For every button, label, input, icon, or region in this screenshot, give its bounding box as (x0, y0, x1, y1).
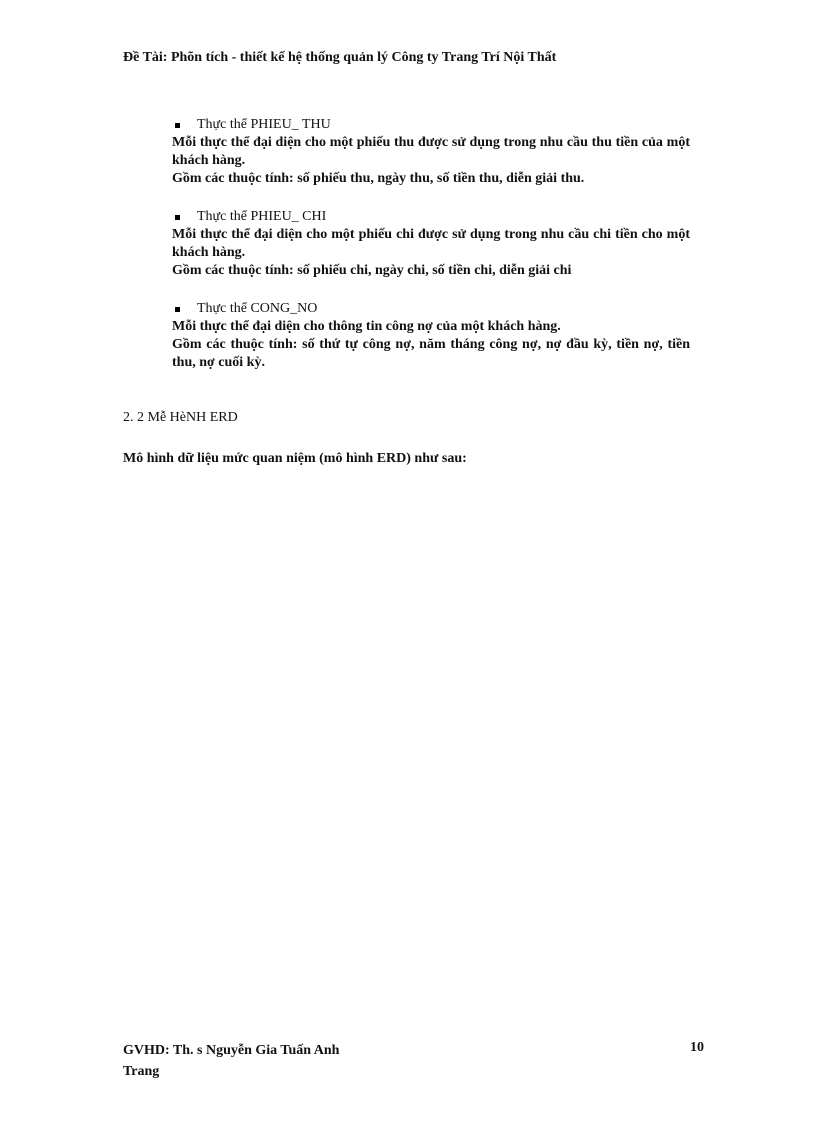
entity-title (172, 116, 690, 134)
entity-section-phieu-thu (172, 116, 690, 188)
bullet-icon (175, 215, 180, 220)
entity-attributes: Gồm các thuộc tính: số phiếu chi, ngày chi, số tiền chi, diễn giải chi (172, 263, 572, 278)
page-header-title: Đề Tài: Phõn tích - thiết kế hệ thống quản lý Công ty Trang Trí Nội Thất (123, 50, 557, 65)
entity-title (172, 300, 690, 318)
entity-title-text: Thực thể PHIEU_ THU (197, 117, 331, 132)
footer-left (123, 1040, 339, 1082)
entity-section-cong-no (172, 300, 690, 372)
entity-description: Mỗi thực thể đại diện cho một phiếu chi được sử dụng trong nhu cầu chi tiền cho một khách hàng. (172, 227, 690, 260)
footer-advisor: GVHD: Th. s Nguyễn Gia Tuấn Anh (123, 1043, 340, 1058)
entity-description: Mỗi thực thể đại diện cho thông tin công nợ của một khách hàng. (172, 319, 561, 334)
intro-text: Mô hình dữ liệu mức quan niệm (mô hình ERD) như sau: (123, 451, 467, 466)
entity-title-text: Thực thể PHIEU_ CHI (197, 209, 327, 224)
entity-attributes: Gồm các thuộc tính: số phiếu thu, ngày thu, số tiền thu, diễn giải thu. (172, 171, 585, 186)
entity-attributes: Gồm các thuộc tính: số thứ tự công nợ, năm tháng công nợ, nợ đầu kỳ, tiền nợ, tiền thu, nợ cuối kỳ. (172, 337, 690, 370)
entity-title (172, 208, 690, 226)
entity-title-text: Thực thể CONG_NO (197, 301, 318, 316)
entity-section-phieu-chi (172, 208, 690, 280)
footer-page-number: 10 (690, 1040, 704, 1055)
entity-description: Mỗi thực thể đại diện cho một phiếu thu được sử dụng trong nhu cầu thu tiền của một khách hàng. (172, 135, 690, 168)
bullet-icon (175, 307, 180, 312)
bullet-icon (175, 123, 180, 128)
footer-page-label: Trang (123, 1064, 160, 1079)
section-heading: 2. 2 Mễ HèNH ERD (123, 410, 238, 425)
